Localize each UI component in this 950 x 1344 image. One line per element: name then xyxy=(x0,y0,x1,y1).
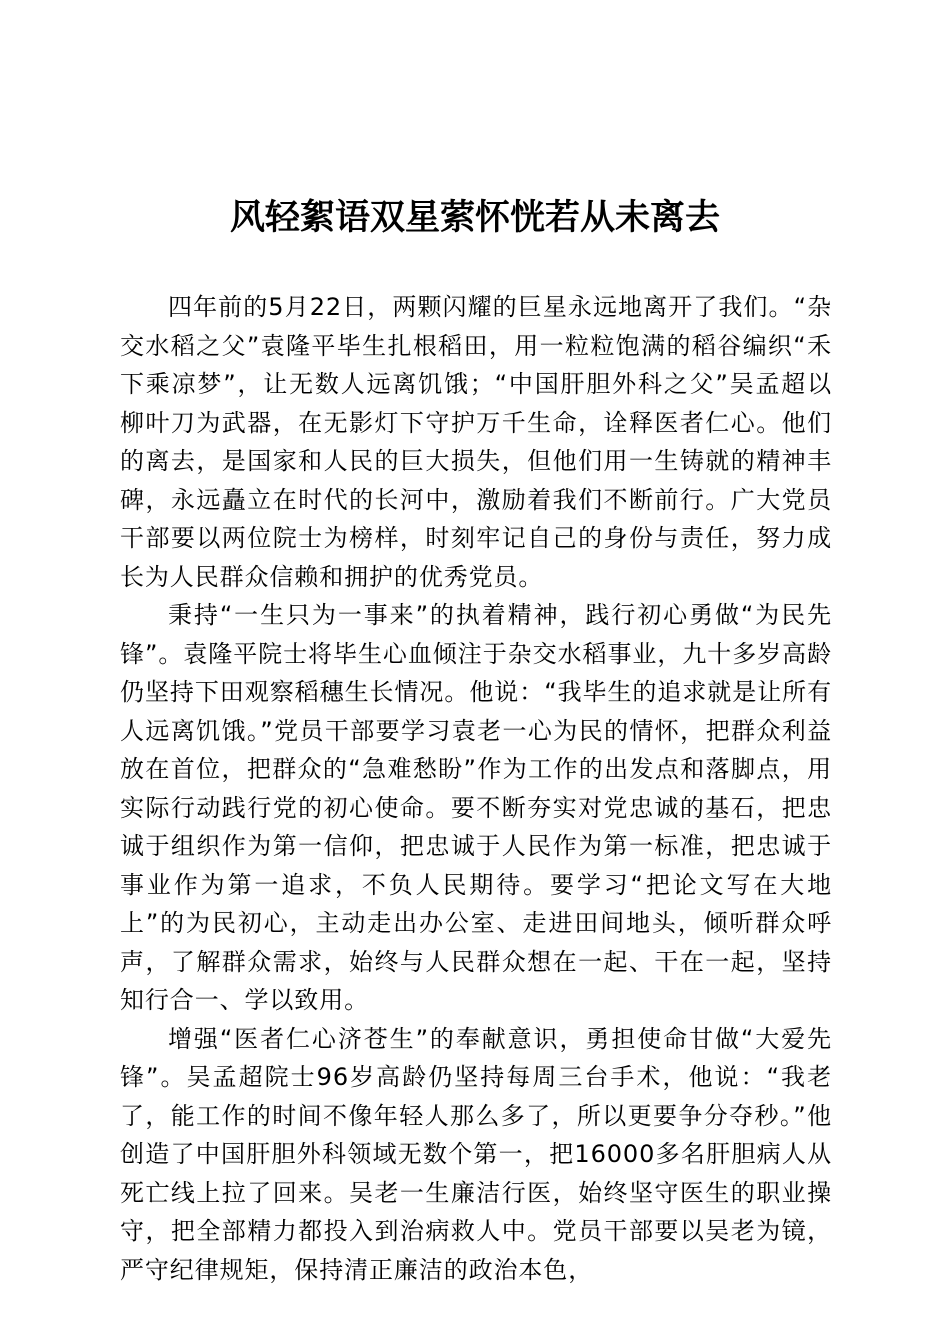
paragraph-3: 增强“医者仁心济苍生”的奉献意识，勇担使命甘做“大爱先锋”。吴孟超院士96岁高龄仍坚持每周三台手术，他说：“我老了，能工作的时间不像年轻人那么多了，所以更要争分夺秒。”他创造了中国肝胆外科领域无数个第一，把16000多名肝胆病人从死亡线上拉了回来。吴老一生廉洁行医，始终坚守医生的职业操守，把全部精力都投入到治病救人中。党员干部要以吴老为镜，严守纪律规矩，保持清正廉洁的政治本色， xyxy=(120,1024,833,1284)
paragraph-2: 秉持“一生只为一事来”的执着精神，践行初心勇做“为民先锋”。袁隆平院士将毕生心血倾注于杂交水稻事业，九十多岁高龄仍坚持下田观察稻穗生长情况。他说：“我毕生的追求就是让所有人远离饥饿。”党员干部要学习袁老一心为民的情怀，把群众利益放在首位，把群众的“急难愁盼”作为工作的出发点和落脚点，用实际行动践行党的初心使命。要不断夯实对党忠诚的基石，把忠诚于组织作为第一信仰，把忠诚于人民作为第一标准，把忠诚于事业作为第一追求，不负人民期待。要学习“把论文写在大地上”的为民初心，主动走出办公室、走进田间地头，倾听群众呼声，了解群众需求，始终与人民群众想在一起、干在一起，坚持知行合一、学以致用。 xyxy=(120,601,832,1014)
paragraph-1: 四年前的5月22日，两颗闪耀的巨星永远地离开了我们。“杂交水稻之父”袁隆平毕生扎根稻田，用一粒粒饱满的稻谷编织“禾下乘凉梦”，让无数人远离饥饿；“中国肝胆外科之父”吴孟超以柳叶刀为武器，在无影灯下守护万千生命，诠释医者仁心。他们的离去，是国家和人民的巨大损失，但他们用一生铸就的精神丰碑，永远矗立在时代的长河中，激励着我们不断前行。广大党员干部要以两位院士为榜样，时刻牢记自己的身份与责任，努力成长为人民群众信赖和拥护的优秀党员。 xyxy=(120,293,832,591)
page-title: 风轻絮语双星萦怀恍若从未离去 xyxy=(229,197,720,238)
article-body xyxy=(120,288,832,1289)
